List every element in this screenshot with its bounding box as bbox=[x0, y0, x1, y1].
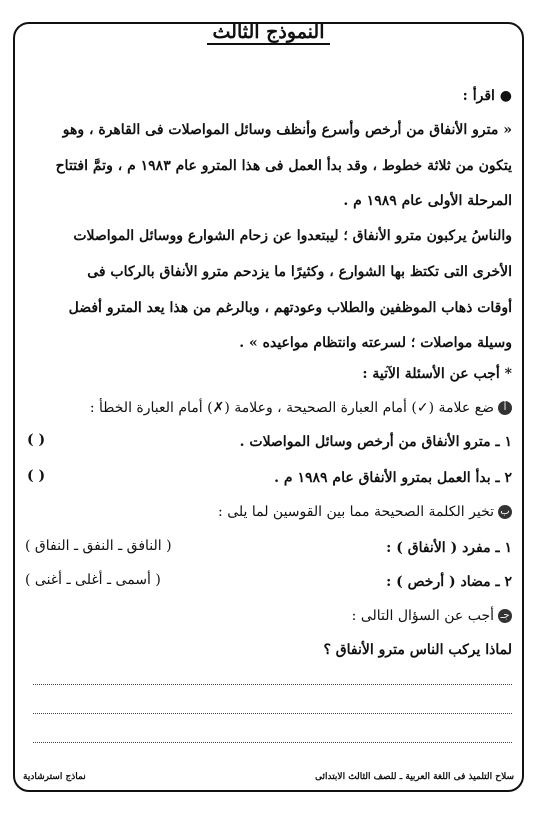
choice-item: ١ ـ مفرد ( الأنفاق ) : bbox=[386, 540, 512, 556]
question-b-marker: ب bbox=[498, 505, 512, 519]
choice-options[interactable]: ( النافق ـ النفق ـ النفاق ) bbox=[25, 538, 172, 554]
question-c-marker: جـ bbox=[498, 609, 512, 623]
passage-line: وسيلة مواصلات ؛ لسرعته وانتظام مواعيده » . bbox=[239, 335, 512, 351]
answer-box[interactable]: ( ) bbox=[27, 432, 46, 448]
answer-line[interactable] bbox=[33, 742, 512, 743]
page-title: النموذج الثالث bbox=[15, 22, 522, 44]
passage-line: أوقات ذهاب الموظفين والطلاب وعودتهم ، وبالرغم من هذا يعد المترو أفضل bbox=[68, 300, 512, 316]
true-false-item: ٢ ـ بدأ العمل بمترو الأنفاق عام ١٩٨٩ م . bbox=[274, 470, 512, 486]
choice-item: ٢ ـ مضاد ( أرخص ) : bbox=[386, 574, 512, 590]
passage-line: « مترو الأنفاق من أرخص وأسرع وأنظف وسائل المواصلات فى القاهرة ، وهو bbox=[62, 122, 512, 138]
passage-line: الأخرى التى تكتظ بها الشوارع ، وكثيرًا ما يزدحم مترو الأنفاق بالركاب فى bbox=[87, 264, 512, 280]
question-c-instruction: جـأجب عن السؤال التالى : bbox=[25, 606, 512, 626]
open-question: لماذا يركب الناس مترو الأنفاق ؟ bbox=[323, 642, 512, 658]
questions-heading: * أجب عن الأسئلة الآتية : bbox=[362, 366, 512, 382]
answer-box[interactable]: ( ) bbox=[27, 468, 46, 484]
true-false-item: ١ ـ مترو الأنفاق من أرخص وسائل المواصلات . bbox=[239, 434, 512, 450]
worksheet-page bbox=[13, 22, 524, 792]
question-b-instruction: بتخير الكلمة الصحيحة مما بين القوسين لما يلى : bbox=[25, 502, 512, 522]
read-label: ● اقرأ : bbox=[462, 88, 512, 104]
choice-options[interactable]: ( أسمى ـ أغلى ـ أغنى ) bbox=[25, 572, 161, 588]
answer-line[interactable] bbox=[33, 713, 512, 714]
footer-section-label: نماذج استرشادية bbox=[23, 772, 86, 782]
answer-line[interactable] bbox=[33, 684, 512, 685]
footer-book-title: سلاح التلميذ فى اللغة العربية ـ للصف الثالث الابتدائى bbox=[314, 772, 514, 782]
passage-line: المرحلة الأولى عام ١٩٨٩ م . bbox=[343, 193, 512, 209]
passage-line: والناسُ يركبون مترو الأنفاق ؛ ليبتعدوا عن زحام الشوارع ووسائل المواصلات bbox=[73, 228, 512, 244]
question-a-instruction: أضع علامة (✓) أمام العبارة الصحيحة ، وعلامة (✗) أمام العبارة الخطأ : bbox=[25, 398, 512, 418]
question-a-marker: أ bbox=[498, 401, 512, 415]
page-footer bbox=[23, 772, 514, 788]
passage-line: يتكون من ثلاثة خطوط ، وقد بدأ العمل فى هذا المترو عام ١٩٨٣ م ، وتمَّ افتتاح bbox=[55, 158, 512, 174]
